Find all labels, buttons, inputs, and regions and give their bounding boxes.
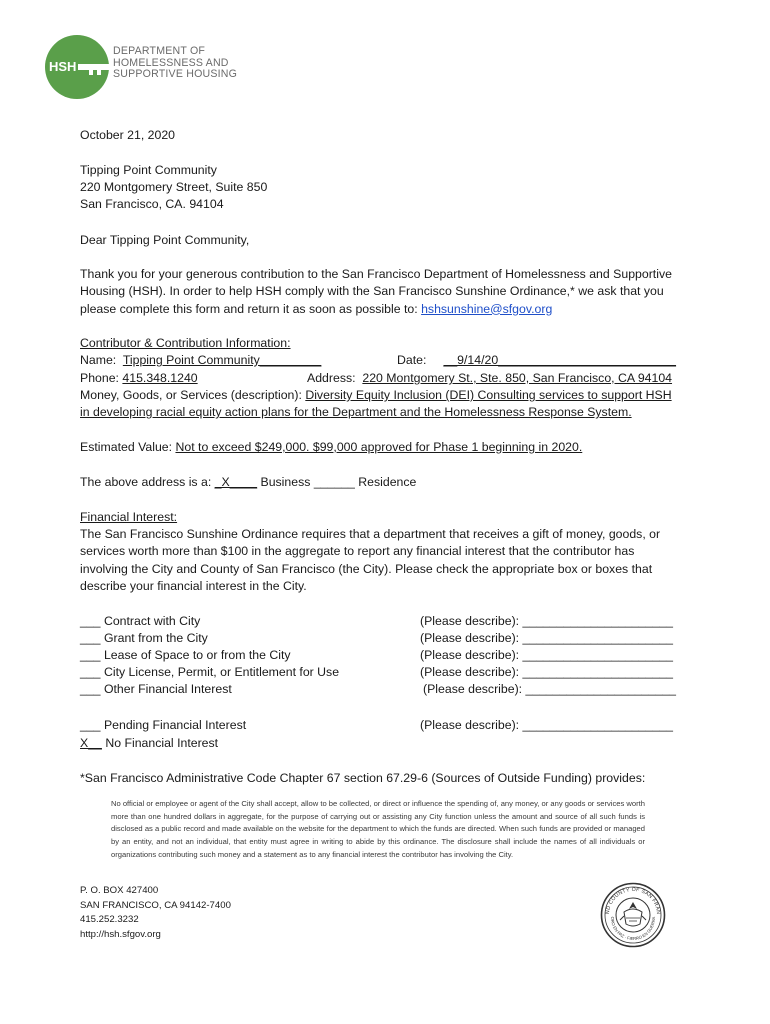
recipient-line-2: 220 Montgomery Street, Suite 850	[80, 180, 268, 194]
intro-text: Thank you for your generous contribution to the San Francisco Department of Homelessness and Supportive Housing (HSH). In order to help HSH comply with the San Francisco Sunshine Ordinance,* we ask that you please complete this form and return it as soon as possible to:	[80, 267, 672, 316]
name-value: Tipping Point Community_________	[122, 353, 322, 367]
describe-other[interactable]: (Please describe): ______________________	[423, 682, 676, 696]
city-seal-icon	[600, 882, 666, 948]
option-label: City License, Permit, or Entitlement for Use	[103, 665, 340, 679]
letter-date: October 21, 2020	[80, 128, 176, 142]
option-label: Lease of Space to or from the City	[103, 648, 291, 662]
option-contract[interactable]	[80, 613, 339, 630]
option-grant[interactable]	[80, 630, 339, 647]
seal-text-top: ND COUNTY OF SAN FRAN	[604, 886, 662, 915]
salutation: Dear Tipping Point Community,	[80, 233, 250, 247]
recipient-line-3: San Francisco, CA. 94104	[80, 197, 224, 211]
option-label: Grant from the City	[103, 631, 208, 645]
footer-pobox: P. O. BOX 427400	[80, 885, 159, 896]
describe-grant[interactable]: (Please describe): ______________________	[420, 631, 673, 645]
money-label: Money, Goods, or Services (description):	[80, 388, 302, 402]
code-text: No official or employee or agent of the City shall accept, allow to be collected, or direct or influence the spending of, any money, or any goods or services worth more than one hundred dollars in aggregate, for the purpose of carrying out or assisting any City function unless the amount and source of all such funds is disclosed as a public record and made available on the website for the department to which the funds are directed. When such funds are provided or managed by an entity, and not an individual, that entity must agree in writing to abide by this ordinance. The disclosure shall include the names of all individuals or organizations contributing such money and a statement as to any financial interest the contributor has involving the City.	[111, 799, 645, 859]
date-row	[397, 352, 676, 369]
address-type-business: Business	[257, 475, 314, 489]
date-value: __9/14/20__________________________	[443, 353, 677, 367]
describe-pending[interactable]: (Please describe): ______________________	[420, 718, 673, 732]
logo-initials: HSH	[49, 59, 77, 74]
money-value-line-1: Diversity Equity Inclusion (DEI) Consulting services to support HSH	[305, 388, 672, 402]
money-value-line-2: in developing racial equity action plans for the Department and the Homelessness Response System.	[80, 405, 632, 419]
option-mark[interactable]: ___	[80, 718, 101, 732]
name-label: Name:	[80, 353, 117, 367]
seal-text-bottom: ORO EN PAZ · FIERRO EN GUERRA	[609, 916, 657, 942]
option-mark[interactable]: X__	[80, 736, 102, 750]
intro-paragraph	[80, 266, 680, 318]
option-lease[interactable]	[80, 647, 339, 664]
address-row	[307, 370, 672, 387]
phone-row	[80, 370, 198, 387]
describe-contract[interactable]: (Please describe): ______________________	[420, 614, 673, 628]
hsh-logo-circle	[45, 35, 109, 99]
financial-options	[80, 613, 339, 698]
option-mark[interactable]: ___	[80, 648, 101, 662]
phone-label: Phone:	[80, 371, 119, 385]
option-pending[interactable]	[80, 717, 246, 734]
org-name	[113, 46, 237, 81]
option-mark[interactable]: ___	[80, 682, 101, 696]
financial-heading: Financial Interest:	[80, 510, 178, 524]
email-link[interactable]: hshsunshine@sfgov.org	[421, 301, 553, 316]
contributor-heading: Contributor & Contribution Information:	[80, 336, 291, 350]
recipient-block	[80, 162, 267, 213]
date-label: Date:	[397, 353, 427, 367]
option-other[interactable]	[80, 681, 339, 698]
org-line-2: HOMELESSNESS AND	[113, 56, 229, 69]
option-mark[interactable]: ___	[80, 665, 101, 679]
option-label: Pending Financial Interest	[103, 718, 247, 732]
recipient-line-1: Tipping Point Community	[80, 163, 217, 177]
option-label: Other Financial Interest	[103, 682, 232, 696]
address-label: Address:	[307, 371, 356, 385]
describe-license[interactable]: (Please describe): ______________________	[420, 665, 673, 679]
option-none[interactable]	[80, 735, 218, 752]
org-line-3: SUPPORTIVE HOUSING	[113, 68, 238, 80]
option-mark[interactable]: ___	[80, 614, 101, 628]
option-license[interactable]	[80, 664, 339, 681]
address-type-prefix: The above address is a:	[80, 475, 215, 489]
city-seal	[600, 882, 666, 948]
footer-website[interactable]: http://hsh.sfgov.org	[80, 928, 161, 940]
option-label: No Financial Interest	[105, 736, 219, 750]
estimated-label: Estimated Value:	[80, 440, 173, 454]
money-row	[80, 387, 672, 404]
option-mark[interactable]: ___	[80, 631, 101, 645]
footer-city: SAN FRANCISCO, CA 94142-7400	[80, 899, 231, 911]
code-heading: *San Francisco Administrative Code Chapter 67 section 67.29-6 (Sources of Outside Funding) provides:	[80, 771, 646, 785]
name-row	[80, 352, 321, 369]
address-type-mark[interactable]: _X____	[214, 475, 258, 489]
footer-address	[80, 884, 231, 942]
option-label: Contract with City	[103, 614, 201, 628]
estimated-row	[80, 439, 582, 456]
address-type-residence: Residence	[354, 475, 417, 489]
address-type-row	[80, 474, 416, 491]
org-line-1: DEPARTMENT OF	[113, 45, 206, 57]
address-value: 220 Montgomery St., Ste. 850, San Francisco, CA 94104	[362, 371, 673, 385]
phone-value: 415.348.1240	[122, 371, 198, 385]
financial-text: The San Francisco Sunshine Ordinance requires that a department that receives a gift of money, goods, or services worth more than $100 in the aggregate to report any financial interest that the contributor has involving the City and County of San Francisco (the City). Please check the appropriate box or boxes that describe your financial interest in the City.	[80, 527, 661, 593]
describe-lease[interactable]: (Please describe): ______________________	[420, 648, 673, 662]
footer-phone: 415.252.3232	[80, 914, 139, 926]
describe-column	[420, 613, 676, 698]
address-type-blank[interactable]: ______	[313, 475, 355, 489]
estimated-value: Not to exceed $249,000. $99,000 approved for Phase 1 beginning in 2020.	[175, 440, 583, 454]
